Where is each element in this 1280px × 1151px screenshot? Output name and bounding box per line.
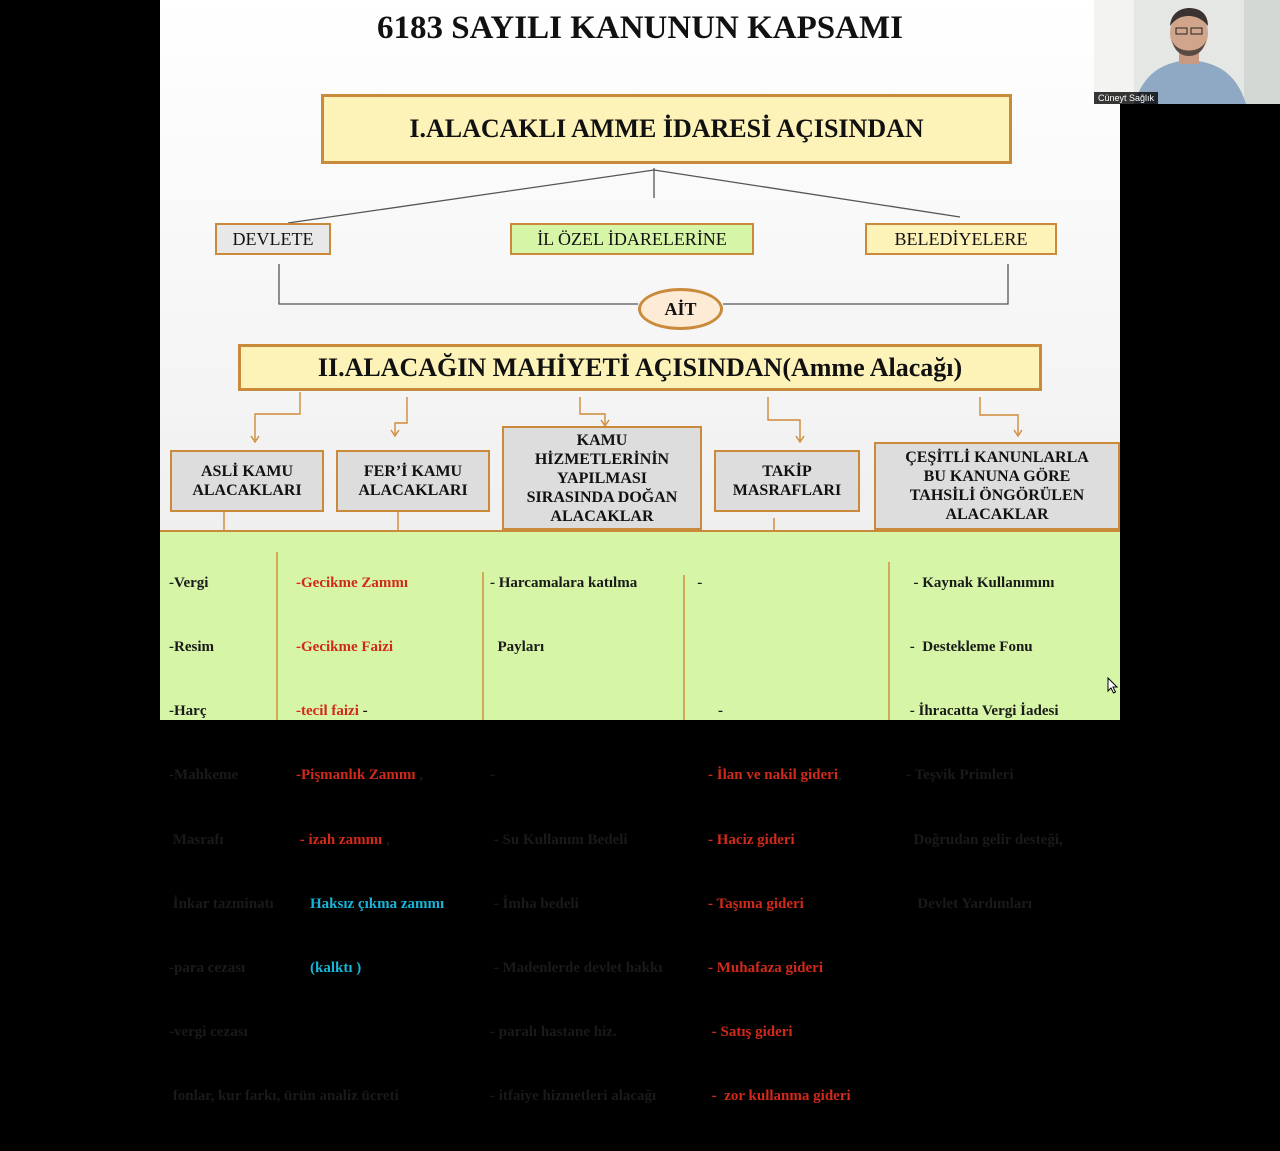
list-item: - Muhafaza gideri bbox=[708, 960, 823, 977]
arrow-head bbox=[251, 436, 259, 442]
list-item: - Satış gideri bbox=[708, 1024, 793, 1041]
list-item: - Madenlerde devlet hakkı bbox=[490, 960, 663, 977]
list-item: -Vergi bbox=[169, 574, 209, 591]
list-item: (kalktı ) bbox=[310, 960, 362, 977]
list-item: - Kaynak Kullanımını bbox=[906, 574, 1055, 591]
list-item: Payları bbox=[490, 639, 545, 656]
list-item: -Mahkeme bbox=[169, 767, 239, 784]
list-item: -Gecikme Faizi bbox=[296, 639, 394, 656]
list-item: Doğrudan gelir desteği, bbox=[906, 831, 1063, 848]
list-item bbox=[490, 701, 702, 722]
category-asli-kamu-alacaklari bbox=[170, 450, 324, 512]
arrow-connector bbox=[768, 397, 800, 440]
participant-name: Cüneyt Sağlık bbox=[1094, 92, 1158, 104]
list-item: - Taşıma gideri bbox=[708, 895, 804, 912]
category-takip-masraflari bbox=[714, 450, 860, 512]
arrow-connector bbox=[580, 397, 605, 424]
arrow-connector bbox=[255, 392, 300, 440]
list-item: - Haciz gideri bbox=[708, 831, 795, 848]
list-item: - İlan ve nakil gideri bbox=[708, 767, 839, 784]
list-item-suffix: - bbox=[358, 703, 368, 720]
connector-line bbox=[654, 170, 960, 217]
category-line: TAKİP bbox=[762, 463, 812, 480]
connector-line bbox=[288, 170, 654, 223]
list-item: İnkar tazminatı bbox=[169, 895, 274, 912]
entity-devlete: DEVLETE bbox=[215, 223, 331, 255]
list-item-suffix: , bbox=[838, 767, 842, 784]
connector-line bbox=[279, 264, 638, 304]
hizmet-items-list bbox=[490, 530, 702, 1151]
list-item-suffix: - bbox=[697, 574, 703, 591]
list-item: fonlar, kur farkı, ürün analiz ücreti bbox=[169, 1088, 399, 1105]
entity-belediyelere: BELEDİYELERE bbox=[865, 223, 1057, 255]
list-item: - bbox=[718, 703, 723, 720]
category-line: MASRAFLARI bbox=[732, 482, 842, 499]
category-line: ÇEŞİTLİ KANUNLARLA bbox=[905, 449, 1089, 466]
list-item: - itfaiye hizmetleri alacağı bbox=[490, 1088, 657, 1105]
category-kamu-hizmetleri-alacaklari bbox=[502, 426, 702, 530]
list-item: - zor kullanma gideri bbox=[708, 1088, 851, 1105]
list-item: -tecil faizi bbox=[296, 703, 359, 720]
connector-line bbox=[723, 264, 1008, 304]
slide-title: 6183 SAYILI KANUNUN KAPSAMI bbox=[377, 10, 903, 46]
list-item: -Harç bbox=[169, 703, 207, 720]
list-item: - Teşvik Primleri bbox=[906, 767, 1014, 784]
ait-ellipse: AİT bbox=[638, 288, 723, 330]
section-alacakli-amme-idaresi: I.ALACAKLI AMME İDARESİ AÇISINDAN bbox=[321, 94, 1012, 164]
list-item-suffix: , bbox=[415, 767, 424, 784]
category-line: KAMU bbox=[576, 431, 628, 449]
list-item bbox=[708, 573, 851, 594]
cesitli-items-list bbox=[906, 530, 1063, 958]
category-line: ALACAKLARI bbox=[358, 482, 468, 499]
category-line: YAPILMASI bbox=[556, 469, 648, 487]
list-item: -Pişmanlık Zammı bbox=[296, 767, 416, 784]
list-item: - bbox=[490, 767, 495, 784]
category-line: HİZMETLERİNİN bbox=[534, 450, 670, 468]
list-item: - izah zammı bbox=[296, 831, 383, 848]
arrow-head bbox=[796, 436, 804, 442]
list-item: -vergi cezası bbox=[169, 1024, 248, 1041]
category-line: SIRASINDA DOĞAN bbox=[526, 488, 678, 506]
list-item: -Gecikme Zammı bbox=[296, 574, 409, 591]
presentation-slide bbox=[160, 0, 1120, 1105]
category-line: BU KANUNA GÖRE bbox=[923, 468, 1071, 485]
category-line: TAHSİLİ ÖNGÖRÜLEN bbox=[909, 487, 1085, 504]
list-item: - Destekleme Fonu bbox=[906, 639, 1033, 656]
takip-items-list bbox=[708, 530, 851, 1151]
list-item: - İmha bedeli bbox=[490, 895, 579, 912]
list-item: - İhracatta Vergi İadesi bbox=[906, 703, 1059, 720]
feri-items-list bbox=[296, 530, 444, 1022]
arrow-head bbox=[1014, 430, 1022, 436]
list-item-suffix: , bbox=[382, 831, 390, 848]
participant-video bbox=[1094, 0, 1280, 104]
webcam-thumbnail[interactable] bbox=[1094, 0, 1280, 104]
arrow-connector bbox=[980, 397, 1018, 434]
list-item: - Harcamalara katılma bbox=[490, 574, 638, 591]
entity-il-ozel-idarelerine: İL ÖZEL İDARELERİNE bbox=[510, 223, 754, 255]
list-item: Haksız çıkma zammı bbox=[310, 895, 445, 912]
category-line: ALACAKLAR bbox=[550, 507, 654, 525]
arrow-head bbox=[391, 430, 399, 436]
category-line: ALACAKLAR bbox=[945, 506, 1049, 523]
category-line: FER’İ KAMU bbox=[363, 463, 463, 480]
list-item bbox=[708, 637, 851, 658]
list-item: Masrafı bbox=[169, 831, 224, 848]
arrow-connector bbox=[395, 397, 407, 434]
category-line: ALACAKLARI bbox=[192, 482, 302, 499]
list-item: -Resim bbox=[169, 639, 214, 656]
section-alacagin-mahiyeti: II.ALACAĞIN MAHİYETİ AÇISINDAN(Amme Alacağı) bbox=[238, 344, 1042, 391]
category-cesitli-kanunlarla bbox=[874, 442, 1120, 530]
list-item: - Su Kullanım Bedeli bbox=[490, 831, 628, 848]
category-feri-kamu-alacaklari bbox=[336, 450, 490, 512]
category-line: ASLİ KAMU bbox=[200, 463, 293, 480]
list-item: Devlet Yardımları bbox=[906, 895, 1033, 912]
list-item: - paralı hastane hiz. bbox=[490, 1024, 617, 1041]
list-item: -para cezası bbox=[169, 960, 246, 977]
mouse-cursor-icon bbox=[1107, 677, 1119, 695]
